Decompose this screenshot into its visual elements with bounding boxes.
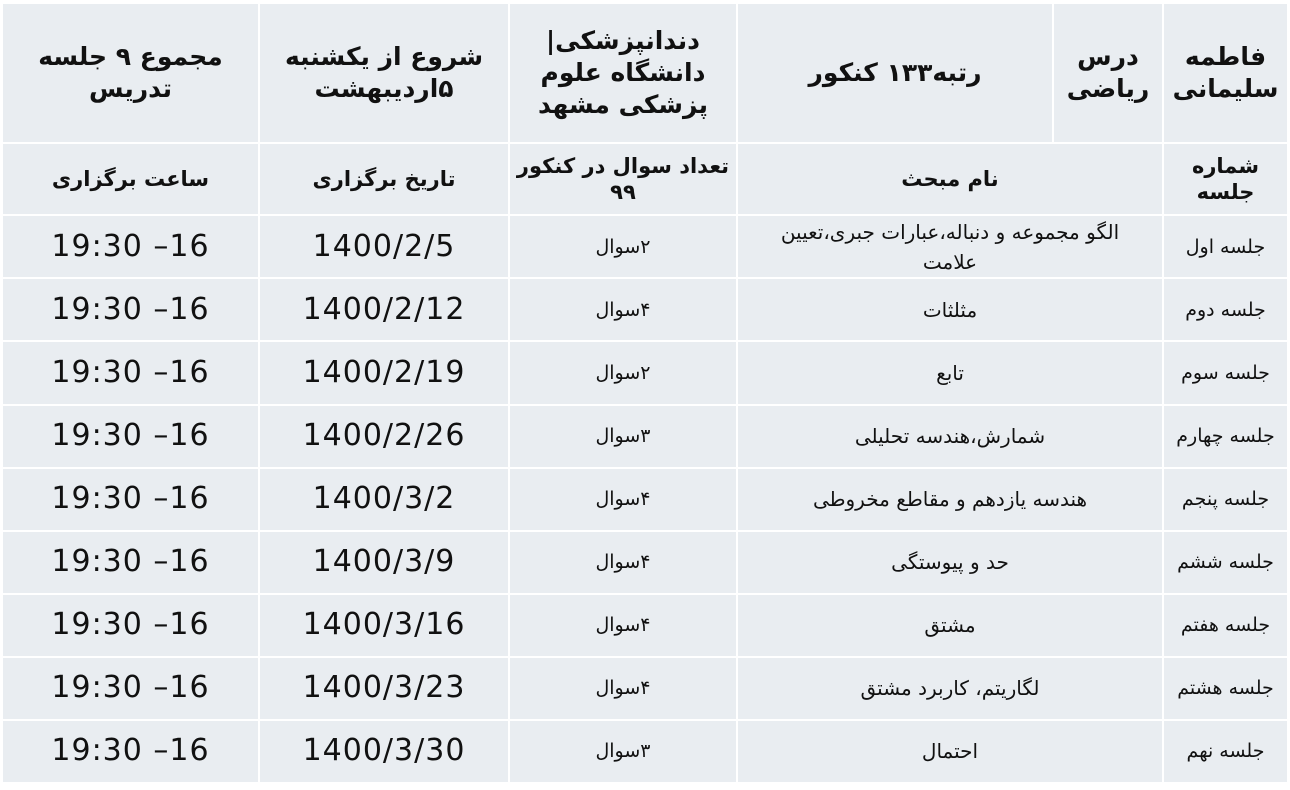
topic-cell: الگو مجموعه و دنباله،عبارات جبری،تعیین علامت xyxy=(737,215,1163,278)
topic-cell: مشتق xyxy=(737,594,1163,657)
time-cell: 16– 19:30 xyxy=(2,341,259,404)
table-row xyxy=(2,468,1288,531)
session-cell: جلسه ششم xyxy=(1163,531,1288,594)
table-row xyxy=(2,594,1288,657)
table-row xyxy=(2,531,1288,594)
questions-cell: ۲سوال xyxy=(509,215,737,278)
session-rows xyxy=(2,215,1288,783)
table-row xyxy=(2,341,1288,404)
session-cell: جلسه سوم xyxy=(1163,341,1288,404)
session-cell: جلسه پنجم xyxy=(1163,468,1288,531)
time-cell: 16– 19:30 xyxy=(2,468,259,531)
date-cell: 1400/3/2 xyxy=(259,468,509,531)
questions-cell: ۳سوال xyxy=(509,405,737,468)
topic-cell: شمارش،هندسه تحلیلی xyxy=(737,405,1163,468)
column-header-date: تاریخ برگزاری xyxy=(259,143,509,215)
questions-cell: ۲سوال xyxy=(509,341,737,404)
questions-cell: ۴سوال xyxy=(509,531,737,594)
questions-cell: ۴سوال xyxy=(509,594,737,657)
column-header-time: ساعت برگزاری xyxy=(2,143,259,215)
column-header-session: شماره جلسه xyxy=(1163,143,1288,215)
column-header-row xyxy=(2,143,1288,215)
table-row xyxy=(2,720,1288,783)
date-cell: 1400/3/23 xyxy=(259,657,509,720)
rank-label: رتبه۱۳۳ کنکور xyxy=(737,3,1053,143)
table-row xyxy=(2,405,1288,468)
time-cell: 16– 19:30 xyxy=(2,531,259,594)
session-cell: جلسه چهارم xyxy=(1163,405,1288,468)
session-cell: جلسه هشتم xyxy=(1163,657,1288,720)
column-header-topic: نام مبحث xyxy=(737,143,1163,215)
date-cell: 1400/2/26 xyxy=(259,405,509,468)
date-cell: 1400/3/16 xyxy=(259,594,509,657)
session-cell: جلسه اول xyxy=(1163,215,1288,278)
column-header-questions: تعداد سوال در کنکور ۹۹ xyxy=(509,143,737,215)
topic-cell: حد و پیوستگی xyxy=(737,531,1163,594)
time-cell: 16– 19:30 xyxy=(2,215,259,278)
time-cell: 16– 19:30 xyxy=(2,657,259,720)
date-cell: 1400/2/19 xyxy=(259,341,509,404)
subject-label: درس ریاضی xyxy=(1053,3,1163,143)
topic-cell: هندسه یازدهم و مقاطع مخروطی xyxy=(737,468,1163,531)
total-sessions-label: مجموع ۹ جلسه تدریس xyxy=(2,3,259,143)
date-cell: 1400/2/5 xyxy=(259,215,509,278)
date-cell: 1400/2/12 xyxy=(259,278,509,341)
start-date-label: شروع از یکشنبه ۵اردیبهشت xyxy=(259,3,509,143)
header-row xyxy=(2,3,1288,143)
topic-cell: احتمال xyxy=(737,720,1163,783)
topic-cell: لگاریتم، کاربرد مشتق xyxy=(737,657,1163,720)
questions-cell: ۴سوال xyxy=(509,278,737,341)
time-cell: 16– 19:30 xyxy=(2,278,259,341)
table-row xyxy=(2,278,1288,341)
time-cell: 16– 19:30 xyxy=(2,594,259,657)
topic-cell: تابع xyxy=(737,341,1163,404)
questions-cell: ۳سوال xyxy=(509,720,737,783)
session-cell: جلسه دوم xyxy=(1163,278,1288,341)
session-cell: جلسه نهم xyxy=(1163,720,1288,783)
questions-cell: ۴سوال xyxy=(509,657,737,720)
questions-cell: ۴سوال xyxy=(509,468,737,531)
session-cell: جلسه هفتم xyxy=(1163,594,1288,657)
university-label: دندانپزشکی| دانشگاه علوم پزشکی مشهد xyxy=(509,3,737,143)
date-cell: 1400/3/30 xyxy=(259,720,509,783)
schedule-table xyxy=(1,2,1289,784)
time-cell: 16– 19:30 xyxy=(2,720,259,783)
teacher-name: فاطمه سلیمانی xyxy=(1163,3,1288,143)
date-cell: 1400/3/9 xyxy=(259,531,509,594)
table-row xyxy=(2,657,1288,720)
table-row xyxy=(2,215,1288,278)
topic-cell: مثلثات xyxy=(737,278,1163,341)
time-cell: 16– 19:30 xyxy=(2,405,259,468)
